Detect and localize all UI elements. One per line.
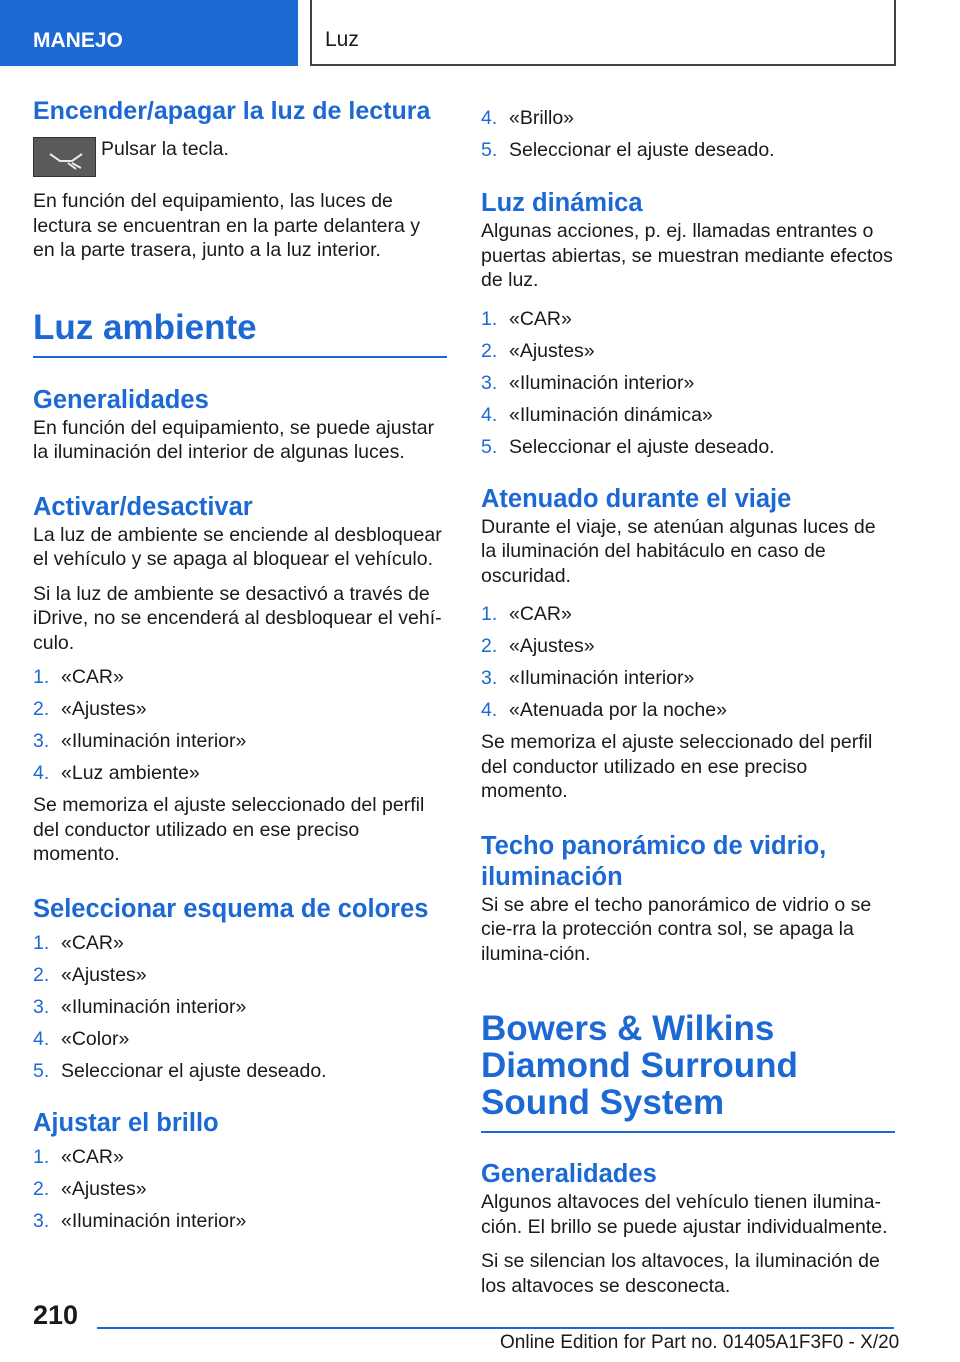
list-item: 4. «Color» — [33, 1027, 130, 1050]
section-label: MANEJO — [0, 0, 298, 66]
reading-light-heading: Encender/apagar la luz de lectura — [33, 97, 431, 125]
list-item: 2. «Ajustes» — [33, 698, 147, 720]
list-item: 2. «Ajustes» — [481, 635, 595, 657]
footer-divider — [97, 1327, 894, 1329]
bw-title: Bowers & Wilkins Diamond Surround Sound System — [481, 1010, 895, 1133]
brightness-steps — [33, 1145, 447, 1233]
bw-general-text-2: Si se silencian los altavoces, la iluminación de los altavoces se desconecta. — [481, 1250, 880, 1297]
activate-heading: Activar/desactivar — [33, 492, 253, 521]
list-item: 5. Seleccionar el ajuste deseado. — [481, 435, 775, 458]
colors-heading: Seleccionar esquema de colores — [33, 894, 429, 923]
general-heading: Generalidades — [33, 385, 209, 414]
dimming-note: Se memoriza el ajuste seleccionado del perfil del conductor utilizado en ese preciso momento. — [481, 731, 873, 802]
list-item: 3. «Iluminación interior» — [481, 371, 695, 394]
page-number: 210 — [33, 1300, 79, 1330]
brightness-steps-continued — [481, 106, 895, 162]
list-item: 2. «Ajustes» — [33, 1177, 147, 1200]
list-item: 4. «Luz ambiente» — [33, 762, 200, 784]
list-item: 3. «Iluminación interior» — [33, 995, 247, 1018]
reading-light-instruction — [33, 137, 447, 177]
list-item: 3. «Iluminación interior» — [33, 1209, 247, 1232]
dimming-steps — [481, 602, 895, 722]
list-item: 1. «CAR» — [481, 603, 572, 625]
list-item: 1. «CAR» — [33, 1145, 124, 1168]
activate-text-2: Si la luz de ambiente se desactivó a través de iDrive, no se encenderá al desbloquear el vehí-culo. — [33, 582, 442, 654]
dynamic-heading: Luz dinámica — [481, 189, 643, 217]
reading-light-text: En función del equipamiento, las luces de lectura se encuentran en la parte delantera y en la parte trasera, junto a la luz interior. — [33, 190, 421, 261]
activate-text-1: La luz de ambiente se enciende al desbloquear el vehículo y se apaga al bloquear el vehículo. — [33, 523, 442, 570]
list-item: 3. «Iluminación interior» — [481, 667, 695, 689]
reading-light-icon — [33, 137, 96, 177]
general-text: En función del equipamiento, se puede ajustar la iluminación del interior de algunas luces. — [33, 416, 435, 463]
roof-text: Si se abre el techo panorámico de vidrio o se cie-rra la protección contra sol, se apaga la ilumina-ción. — [481, 893, 872, 965]
colors-steps — [33, 931, 447, 1083]
list-item: 5. Seleccionar el ajuste deseado. — [481, 139, 775, 161]
left-column — [33, 96, 447, 1241]
dimming-heading: Atenuado durante el viaje — [481, 484, 792, 513]
bw-general-text-1: Algunos altavoces del vehículo tienen ilumina-ción. El brillo se puede ajustar individualmente. — [481, 1191, 888, 1238]
list-item: 4. «Atenuada por la noche» — [481, 699, 727, 721]
roof-heading: Techo panorámico de vidrio, iluminación — [481, 831, 827, 891]
dynamic-steps — [481, 307, 895, 459]
dimming-text: Durante el viaje, se atenúan algunas luces de la iluminación del habitáculo en caso de oscuridad. — [481, 515, 876, 587]
right-column — [481, 106, 895, 1308]
list-item: 1. «CAR» — [481, 307, 572, 330]
press-button-text: Pulsar la tecla. — [101, 138, 229, 160]
page-header — [0, 0, 960, 66]
header-frame — [310, 0, 896, 66]
dynamic-text: Algunas acciones, p. ej. llamadas entrantes o puertas abiertas, se muestran mediante efectos de luz. — [481, 220, 893, 291]
list-item: 1. «CAR» — [33, 666, 124, 688]
bw-general-heading: Generalidades — [481, 1160, 657, 1188]
list-item: 5. Seleccionar el ajuste deseado. — [33, 1059, 327, 1082]
ambient-light-title: Luz ambiente — [33, 309, 447, 358]
list-item: 4. «Brillo» — [481, 107, 575, 129]
activate-note: Se memoriza el ajuste seleccionado del perfil del conductor utilizado en ese preciso momento. — [33, 794, 425, 865]
list-item: 2. «Ajustes» — [33, 963, 147, 986]
list-item: 1. «CAR» — [33, 931, 124, 954]
brightness-heading: Ajustar el brillo — [33, 1108, 219, 1137]
chapter-title: Luz — [325, 28, 359, 51]
list-item: 2. «Ajustes» — [481, 339, 595, 362]
list-item: 3. «Iluminación interior» — [33, 730, 247, 752]
activate-steps — [33, 665, 447, 785]
list-item: 4. «Iluminación dinámica» — [481, 403, 713, 426]
edition-text: Online Edition for Part no. 01405A1F3F0 - X/20 — [500, 1332, 900, 1353]
